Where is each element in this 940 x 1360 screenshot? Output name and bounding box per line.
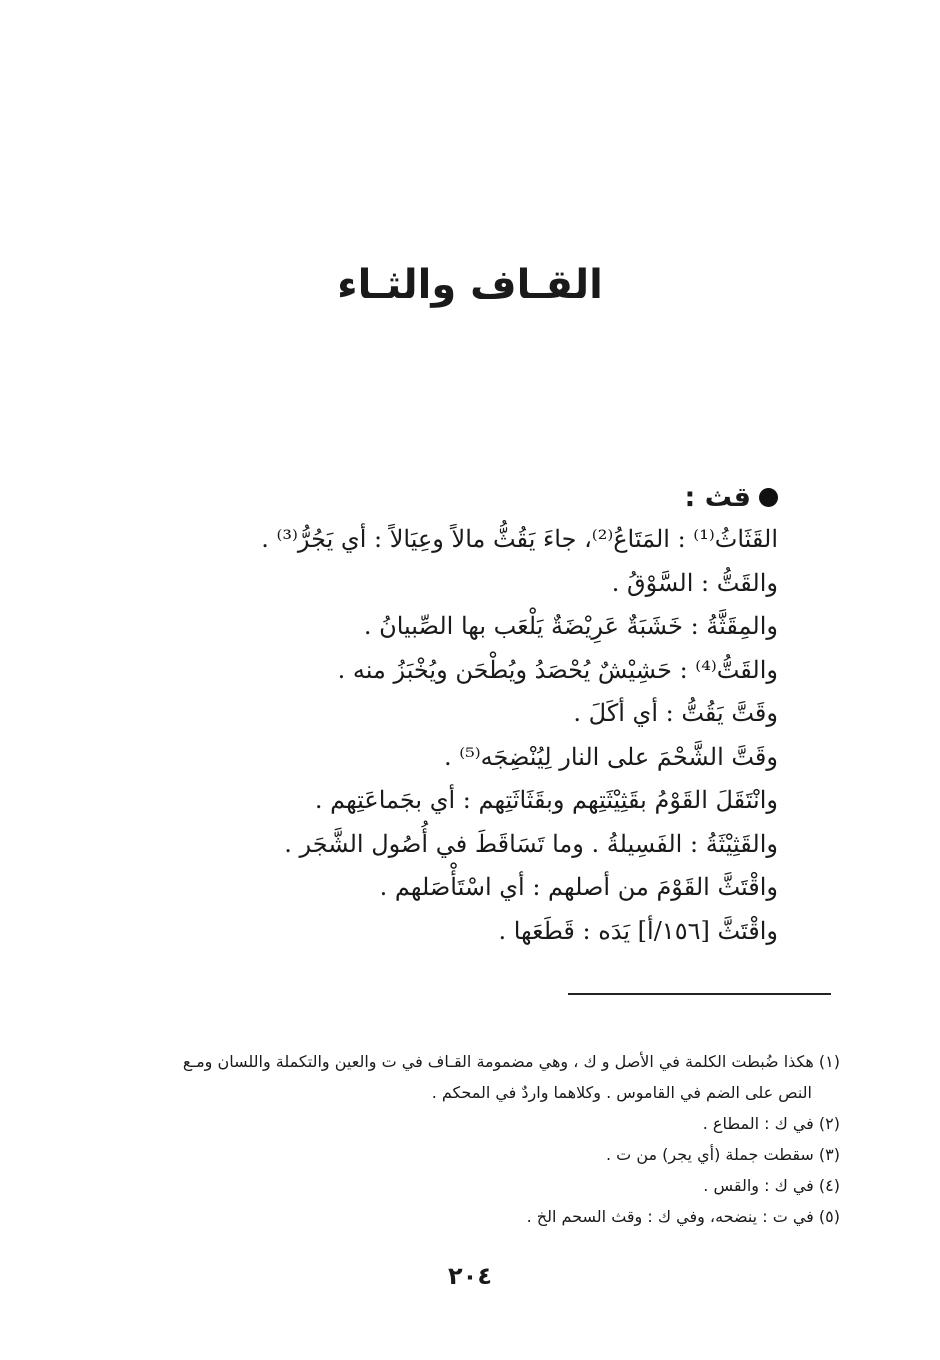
entry-line: القَثَاثُ⁽¹⁾ : المَتَاعُ⁽²⁾، جاءَ يَقُثُّ مالاً وعِيَالاً : أي يَجُرُّ⁽³⁾ . — [261, 525, 778, 553]
bullet-icon — [759, 488, 778, 507]
footnote-2: (٢) في ك : المطاع . — [702, 1114, 840, 1133]
entry-headword — [118, 478, 778, 518]
footnotes — [105, 1046, 840, 1232]
footnote-4: (٤) في ك : والقس . — [703, 1176, 840, 1195]
entry-line: وقَتَّ يَقُتُّ : أي أكَلَ . — [573, 699, 778, 727]
entry-headword-text: قث : — [684, 482, 751, 513]
footnote-1: (١) هكذا ضُبطت الكلمة في الأصل و ك ، وهي مضمومة القـاف في ت والعين والتكملة واللسان ومـع — [182, 1052, 840, 1071]
dictionary-entry — [118, 478, 778, 953]
entry-line: والمِقَثَّةُ : خَشَبَةٌ عَرِيْضَةٌ يَلْعَب بها الصِّبيانُ . — [363, 612, 778, 640]
footnote-5: (٥) في ت : ينضحه، وفي ك : وقث السحم الخ . — [526, 1207, 840, 1226]
entry-line: والقَثِيْثَةُ : الفَسِيلةُ . وما تَسَاقَطَ في أُصُول الشَّجَر . — [284, 829, 778, 858]
footnote-1-continuation: النص على الضم في القاموس . وكلاهما واردٌ في المحكم . — [431, 1083, 812, 1102]
entry-line: وانْتَقَلَ القَوْمُ بقَثِيْثَتِهم وبقَثَاثَتِهم : أي بجَماعَتِهم . — [314, 786, 778, 814]
footnote-separator — [568, 993, 831, 995]
entry-line: واقْتَثَّ [١٥٦/أ] يَدَه : قَطَعَها . — [498, 916, 778, 945]
footnote-3: (٣) سقطت جملة (أي يجر) من ت . — [606, 1145, 840, 1164]
page-number: ٢٠٤ — [448, 1262, 492, 1290]
entry-line: والقَتُّ⁽⁴⁾ : حَشِيْشٌ يُحْصَدُ ويُطْحَن ويُخْبَزُ منه . — [337, 655, 778, 684]
entry-line: واقْتَثَّ القَوْمَ من أصلهم : أي اسْتَأْصَلهم . — [379, 873, 778, 901]
entry-line: وقَتَّ الشَّحْمَ على النار لِيُنْضِجَه⁽⁵⁾ . — [443, 742, 778, 771]
entry-line: والقَتُّ : السَّوْقُ . — [611, 568, 778, 597]
chapter-title: القـاف والثـاء — [337, 262, 603, 308]
